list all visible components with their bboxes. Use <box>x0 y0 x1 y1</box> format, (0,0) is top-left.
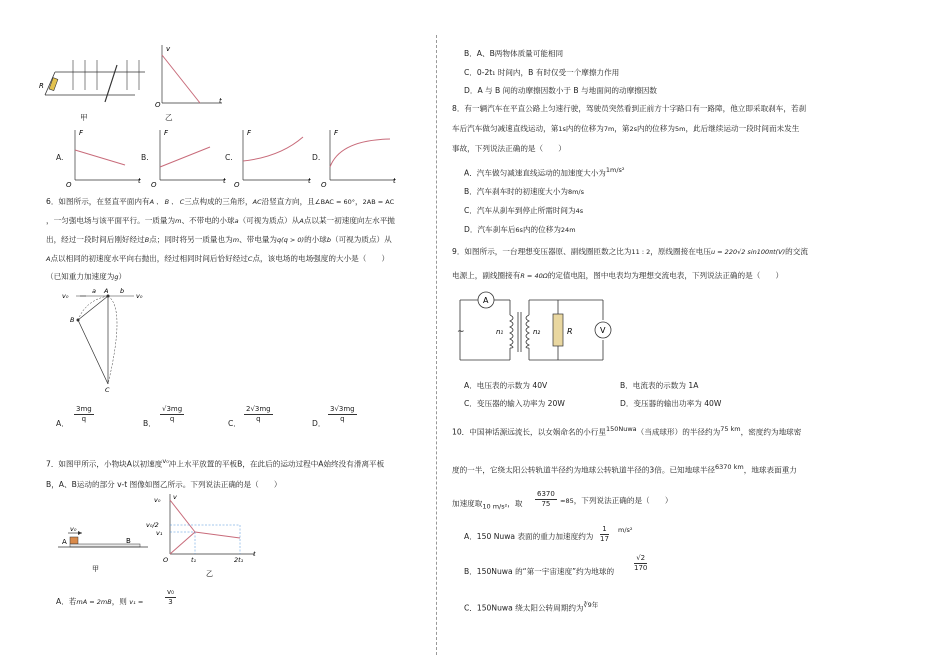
svg-text:v₀/2: v₀/2 <box>146 521 159 529</box>
ac-source-icon: ~ <box>457 327 465 337</box>
svg-text:t₁: t₁ <box>191 556 197 564</box>
graph-c <box>243 129 310 180</box>
svg-text:t: t <box>223 177 226 185</box>
svg-text:t: t <box>253 550 256 558</box>
svg-text:n₁: n₁ <box>496 328 504 336</box>
svg-text:F: F <box>334 129 339 137</box>
figure-rails <box>39 50 155 110</box>
graph-b <box>160 129 225 180</box>
svg-text:B: B <box>126 537 131 545</box>
svg-text:O: O <box>163 556 169 564</box>
option-graphs <box>20 125 420 190</box>
q9-option-d: D．变压器的输出功率为 40W <box>620 399 722 408</box>
option-d: D. <box>312 153 321 162</box>
svg-text:v₀: v₀ <box>136 292 143 300</box>
q7-option-c: C．0-2t₁ 时间内，B 有时仅受一个摩擦力作用 <box>464 68 620 77</box>
option-b: B. <box>141 153 149 162</box>
q6-option-b-label: B． <box>143 419 156 428</box>
graph-d <box>330 129 395 180</box>
svg-text:甲: 甲 <box>92 565 99 573</box>
q10-option-a: A．150 Nuwa 表面的重力加速度约为 <box>464 532 594 541</box>
svg-text:C: C <box>105 386 110 394</box>
svg-text:t: t <box>138 177 141 185</box>
svg-text:乙: 乙 <box>206 570 213 578</box>
q6-option-d: $\frac{3√3mg}{q}$ <box>330 405 355 423</box>
origin: O <box>155 101 161 109</box>
figure-vt-q7 <box>146 492 270 582</box>
svg-text:F: F <box>247 129 252 137</box>
svg-text:O: O <box>234 181 240 189</box>
q10-option-b: B．150Nuwa 的“第一宇宙速度”约为地球的 <box>464 567 615 576</box>
q9-option-c: C．变压器的输入功率为 20W <box>464 399 565 408</box>
svg-text:A: A <box>483 296 489 305</box>
svg-text:V: V <box>600 326 606 335</box>
q8-option-d: D．汽车刹车后6s内的位移为24m <box>464 225 576 234</box>
q6-option-a-label: A． <box>56 419 69 428</box>
figure-block-board <box>48 525 148 575</box>
q6-option-d-label: D． <box>312 419 326 428</box>
caption-jia: 甲 <box>80 113 88 122</box>
axis-v: v <box>166 45 171 53</box>
q7-option-b: B．A、B两物体质量可能相同 <box>464 49 564 58</box>
svg-text:v₀: v₀ <box>70 525 77 533</box>
svg-text:t: t <box>308 177 311 185</box>
right-column: B．A、B两物体质量可能相同 C．0-2t₁ 时间内，B 有时仅受一个摩擦力作用 D．A 与 B 间的动摩擦因数小于 B 与地面间的动摩擦因数 8．有一辆汽车在平直公路上匀速行驶，驾驶员突然看到正前方十字路口有一路障，他立即采取刹车，若刹 车后汽车做匀减速直线运动，第1s内的位移为7m，第2s内的位移为5m，此后继续运动一段时间而未发生 事故，下列说法正确的是（ ） A．汽车做匀减速直线运动的加速度大小为$^{1m/s^2}$ B．汽车刹车时的初速度大小为8m/s C．汽车从刹车到停止所需时间为4s D．汽车刹车后6s内的位移为24m 9．如图所示，一台理想变压器原、副线圈匝数之比为11 : 2，原线圈接在电压u = 220√2 sin100πt(V)的交流 电源上，副线圈接有R = 40Ω的定值电阻，图中电表均为理想交流电表，下列说法正确的是（ ） A V ~ n₁ n₂ R A．电压表的示数为 40V B．电流表的示数为 1A C．变压器的输入功率为 20W D．变压器的输出功率为 40W 10．中国神话源远流长，以女娲命名的小行星$^{150Nuwa}$（当成球形）的半径约为$^{75 km}$，密度约为地球密 度的一半，它绕太阳公转轨道半径约为地球公转轨道半径的3倍。已知地球半径$^{6370 km}$，地球表面重力 加速度取$_{10 m/s^2}$，取 $\frac{6370}{75}$ ≈85，下列说法正确的是（ ） A．150 Nuwa 表面的重力加速度约为 $\frac{1}{17}$ m/s² B．150Nuwa 的“第一宇宙速度”约为地球的 $\frac{√2}{170}$ C．150Nuwa 绕太阳公转周期约为$^{∛9年}$ <box>452 49 808 613</box>
figure-vt-top <box>142 45 222 109</box>
q8-option-b: B．汽车刹车时的初速度大小为8m/s <box>464 187 584 196</box>
svg-text:t: t <box>393 177 396 185</box>
q6-option-c: $\frac{2√3mg}{q}$ <box>246 405 271 423</box>
svg-text:B: B <box>70 316 75 324</box>
svg-text:O: O <box>321 181 327 189</box>
q9-option-a: A．电压表的示数为 40V <box>464 381 548 390</box>
svg-text:O: O <box>151 181 157 189</box>
svg-text:2t₁: 2t₁ <box>234 556 244 564</box>
svg-text:v₁: v₁ <box>156 529 163 537</box>
svg-text:O: O <box>66 181 72 189</box>
svg-text:F: F <box>164 129 169 137</box>
svg-text:R: R <box>567 327 573 336</box>
svg-text:v₀: v₀ <box>62 292 69 300</box>
resistor-label: R <box>39 82 44 90</box>
svg-text:v₀: v₀ <box>154 496 161 504</box>
svg-text:a: a <box>92 287 96 295</box>
q6-option-c-label: C． <box>228 419 241 428</box>
column-divider <box>436 35 437 655</box>
q6-option-a: $\frac{3mg}{q}$ <box>76 405 92 423</box>
graph-a <box>75 129 140 180</box>
figure-triangle <box>56 288 146 393</box>
figure-transformer <box>458 290 618 370</box>
q7-option-d: D．A 与 B 间的动摩擦因数小于 B 与地面间的动摩擦因数 <box>464 86 657 95</box>
svg-text:A: A <box>62 538 67 546</box>
svg-text:n₂: n₂ <box>533 328 541 336</box>
q6-option-b: $\frac{√3mg}{q}$ <box>162 405 183 423</box>
svg-text:v: v <box>173 493 177 501</box>
caption-yi: 乙 <box>165 113 173 122</box>
svg-text:A: A <box>104 287 109 295</box>
svg-text:b: b <box>120 287 125 295</box>
svg-text:F: F <box>79 129 84 137</box>
q8-option-c: C．汽车从刹车到停止所需时间为4s <box>464 206 584 215</box>
axis-t: t <box>219 97 222 105</box>
q10-option-c: C．150Nuwa 绕太阳公转周期约为$^{∛9年}$ <box>464 601 599 613</box>
q8-option-a: A．汽车做匀减速直线运动的加速度大小为$^{1m/s^2}$ <box>464 166 625 178</box>
left-column: R 甲 v t O 乙 F F F F O O O O t t t t A. B. C. D. 6．如图所示，在竖直平面内有A 、 B 、 C三点构成的三角形，AC沿竖直方向，且∠BAC = 60°，2AB = AC ，一匀强电场与该平面平行。一质量为m、不带电的小球a（可视为质点）从A点以某一初速度向左水平抛 出，经过一段时间后刚好经过B点；同时将另一质量也为m、带电量为q(q > 0)的小球b（可视为质点）从 A点以相同的初速度水平向右抛出，经过相同时间后恰好经过C点，该电场的电场强度的大小是（ ） （已知重力加速度为g） v₀ v₀ A a b B C A． $\frac{3mg}{q}$ B． $\frac{√3mg}{q}$ C． $\frac{2√3mg}{q}$ D． $\frac{3√3mg}{q}$ 7．如图甲所示，小物块A以初速度$^{v_0}$冲上水平放置的平板B，在此后的运动过程中A始终没有滑离平板 B，A、B运动的部分 v-t 图像如图乙所示。下列说法正确的是（ ） v₀ A B 甲 v v₀ v₀/2 v₁ O t₁ 2t₁ t 乙 A．若mA = 2mB，则 v₁ = $\frac{\text{v₀}}{3}$ <box>20 0 425 672</box>
option-a: A. <box>56 153 64 162</box>
option-c: C. <box>225 153 233 162</box>
q9-option-b: B．电流表的示数为 1A <box>620 381 699 390</box>
